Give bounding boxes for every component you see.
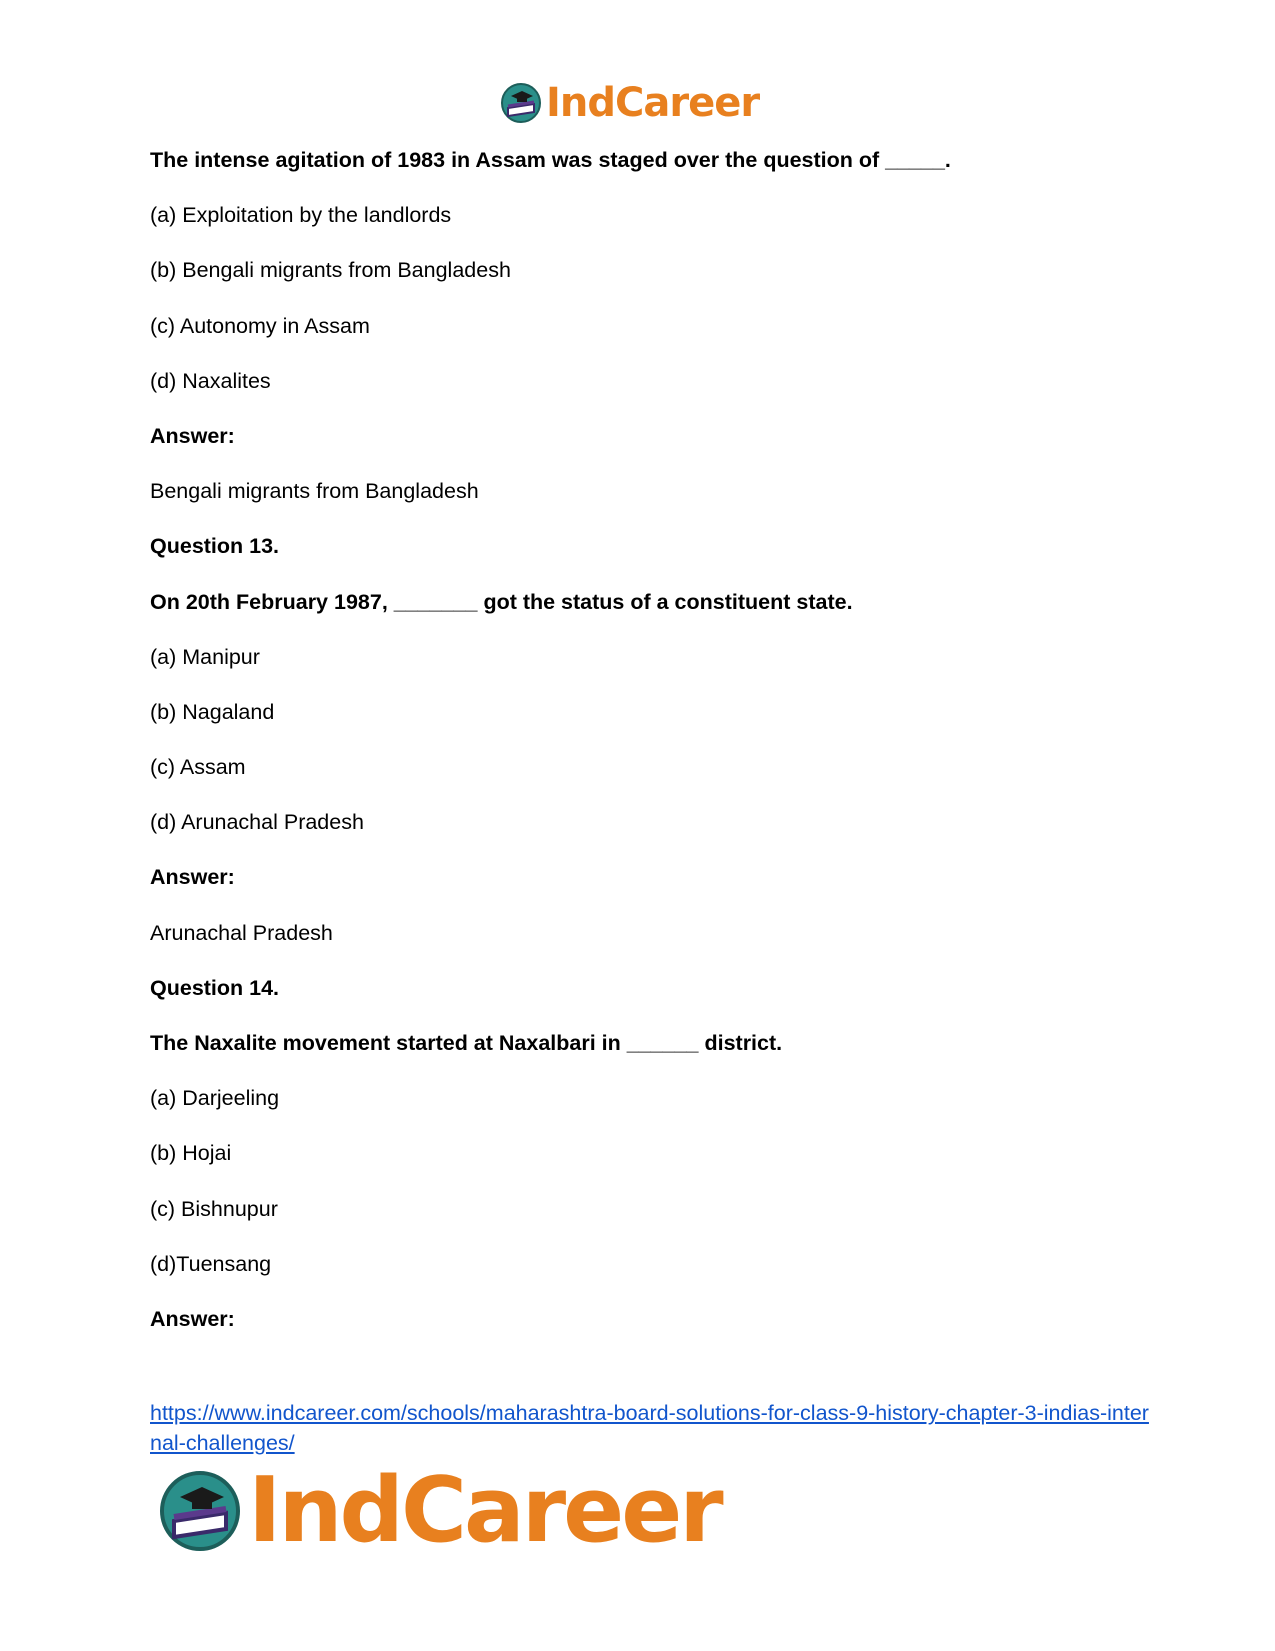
brand-wordmark-large: IndCareer xyxy=(248,1458,721,1563)
header-logo xyxy=(500,80,759,126)
question-number: Question 14. xyxy=(150,975,280,1000)
footer-logo xyxy=(158,1458,721,1563)
globe-book-icon xyxy=(158,1469,242,1553)
option-item: (b) Bengali migrants from Bangladesh xyxy=(150,258,511,283)
globe-book-icon xyxy=(500,82,542,124)
question-text: The Naxalite movement started at Naxalbari in ______ district. xyxy=(150,1031,783,1055)
option-item: (a) Darjeeling xyxy=(150,1086,280,1111)
question-text: The intense agitation of 1983 in Assam was staged over the question of _____. xyxy=(150,148,951,172)
option-item: (d)Tuensang xyxy=(150,1251,272,1276)
option-item: (a) Manipur xyxy=(150,644,260,669)
answer-label: Answer: xyxy=(150,1306,235,1331)
option-item: (b) Hojai xyxy=(150,1141,232,1166)
answer-label: Answer: xyxy=(150,423,235,448)
option-item: (c) Bishnupur xyxy=(150,1196,278,1221)
option-item: (c) Assam xyxy=(150,755,246,780)
option-item: (c) Autonomy in Assam xyxy=(150,313,370,338)
option-item: (b) Nagaland xyxy=(150,699,275,724)
question-text: On 20th February 1987, _______ got the status of a constituent state. xyxy=(150,589,853,614)
answer-text: Bengali migrants from Bangladesh xyxy=(150,479,479,504)
answer-text: Arunachal Pradesh xyxy=(150,920,333,945)
question-number: Question 13. xyxy=(150,534,280,559)
answer-label: Answer: xyxy=(150,865,235,890)
option-item: (a) Exploitation by the landlords xyxy=(150,203,452,228)
option-item: (d) Arunachal Pradesh xyxy=(150,810,364,835)
document-body xyxy=(150,148,1150,1362)
source-link[interactable]: https://www.indcareer.com/schools/maharashtra-board-solutions-for-class-9-history-chapter-3-indias-internal-challenges/ xyxy=(150,1401,1149,1455)
option-item: (d) Naxalites xyxy=(150,368,271,393)
brand-wordmark: IndCareer xyxy=(546,80,760,126)
